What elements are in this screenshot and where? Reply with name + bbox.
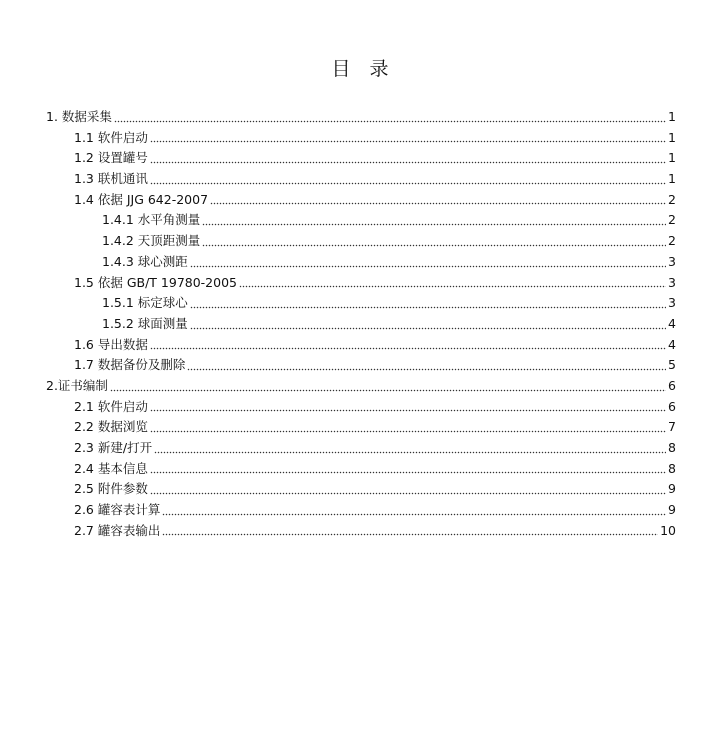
toc-entry-text: 2.4 基本信息	[74, 460, 148, 476]
toc-entry[interactable]	[0, 210, 720, 231]
toc-entry[interactable]	[0, 459, 720, 480]
toc-entry-page: 9	[668, 502, 676, 518]
toc-list	[0, 107, 720, 541]
toc-entry-text: 1.5.1 标定球心	[102, 295, 188, 311]
toc-dot-leader	[150, 134, 666, 143]
toc-entry[interactable]	[0, 438, 720, 459]
toc-entry-page: 2	[668, 233, 676, 249]
toc-dot-leader	[150, 486, 666, 495]
toc-dot-leader	[110, 383, 666, 392]
toc-entry-text: 1.4 依据 JJG 642-2007	[74, 191, 209, 207]
toc-entry-text: 2.5 附件参数	[74, 481, 148, 497]
toc-entry[interactable]	[0, 397, 720, 418]
toc-dot-leader	[162, 507, 666, 516]
toc-entry[interactable]	[0, 500, 720, 521]
toc-entry-text: 2.证书编制	[46, 377, 108, 393]
toc-entry-text: 1. 数据采集	[46, 109, 112, 124]
toc-entry-page: 2	[668, 212, 676, 228]
toc-dot-leader	[190, 321, 666, 330]
toc-entry[interactable]	[0, 521, 720, 542]
toc-entry[interactable]	[0, 190, 720, 211]
toc-entry[interactable]	[0, 169, 720, 190]
toc-entry-page: 8	[668, 440, 676, 455]
toc-entry-text: 2.7 罐容表输出	[74, 522, 161, 538]
toc-entry-page: 1	[668, 109, 676, 124]
toc-entry[interactable]	[0, 293, 720, 314]
toc-entry-text: 1.7 数据备份及删除	[74, 357, 186, 373]
toc-entry-text: 1.4.2 天顶距测量	[102, 233, 201, 249]
toc-dot-leader	[150, 155, 666, 164]
toc-dot-leader	[150, 424, 666, 433]
toc-entry-page: 3	[668, 274, 676, 290]
toc-entry[interactable]	[0, 376, 720, 397]
toc-entry-text: 1.2 设置罐号	[74, 150, 148, 166]
toc-entry-text: 1.1 软件启动	[74, 129, 148, 145]
toc-entry-page: 7	[668, 419, 676, 435]
toc-dot-leader	[114, 114, 666, 123]
toc-entry-page: 3	[668, 295, 676, 311]
toc-entry-text: 2.2 数据浏览	[74, 419, 148, 435]
toc-entry-text: 1.3 联机通讯	[74, 171, 148, 187]
toc-entry-page: 5	[668, 357, 676, 373]
toc-dot-leader	[202, 217, 666, 226]
toc-entry-text: 2.1 软件启动	[74, 398, 148, 414]
toc-entry-page: 1	[668, 150, 676, 166]
toc-entry-text: 2.6 罐容表计算	[74, 502, 161, 518]
toc-entry-page: 4	[668, 315, 676, 331]
toc-dot-leader	[150, 341, 666, 350]
toc-dot-leader	[187, 362, 666, 371]
toc-entry[interactable]	[0, 335, 720, 356]
toc-dot-leader	[154, 445, 666, 454]
toc-entry[interactable]	[0, 107, 720, 128]
toc-dot-leader	[162, 527, 658, 536]
toc-dot-leader	[190, 300, 666, 309]
toc-dot-leader	[190, 259, 666, 268]
toc-entry-page: 8	[668, 460, 676, 476]
toc-entry-page: 6	[668, 398, 676, 414]
toc-entry-text: 1.6 导出数据	[74, 336, 148, 352]
toc-entry[interactable]	[0, 273, 720, 294]
toc-entry[interactable]	[0, 128, 720, 149]
toc-dot-leader	[150, 176, 666, 185]
toc-entry[interactable]	[0, 252, 720, 273]
toc-dot-leader	[210, 196, 666, 205]
toc-entry[interactable]	[0, 231, 720, 252]
toc-entry[interactable]	[0, 355, 720, 376]
toc-entry-page: 3	[668, 253, 676, 269]
toc-entry-text: 1.5.2 球面测量	[102, 315, 188, 331]
toc-entry-text: 2.3 新建/打开	[74, 440, 153, 455]
toc-entry-text: 1.5 依据 GB/T 19780-2005	[74, 274, 237, 290]
toc-entry[interactable]	[0, 314, 720, 335]
toc-entry-page: 10	[660, 522, 676, 538]
toc-entry[interactable]	[0, 148, 720, 169]
toc-entry-page: 2	[668, 191, 676, 207]
toc-entry-page: 1	[668, 171, 676, 187]
toc-dot-leader	[150, 465, 666, 474]
toc-entry[interactable]	[0, 417, 720, 438]
toc-dot-leader	[150, 403, 666, 412]
toc-entry-text: 1.4.1 水平角测量	[102, 212, 201, 228]
toc-entry-page: 1	[668, 129, 676, 145]
toc-entry-page: 6	[668, 377, 676, 393]
toc-title: 目 录	[331, 58, 389, 80]
toc-entry-text: 1.4.3 球心测距	[102, 253, 188, 269]
toc-dot-leader	[239, 279, 666, 288]
toc-entry-page: 4	[668, 336, 676, 352]
toc-entry[interactable]	[0, 479, 720, 500]
toc-entry-page: 9	[668, 481, 676, 497]
toc-dot-leader	[202, 238, 666, 247]
